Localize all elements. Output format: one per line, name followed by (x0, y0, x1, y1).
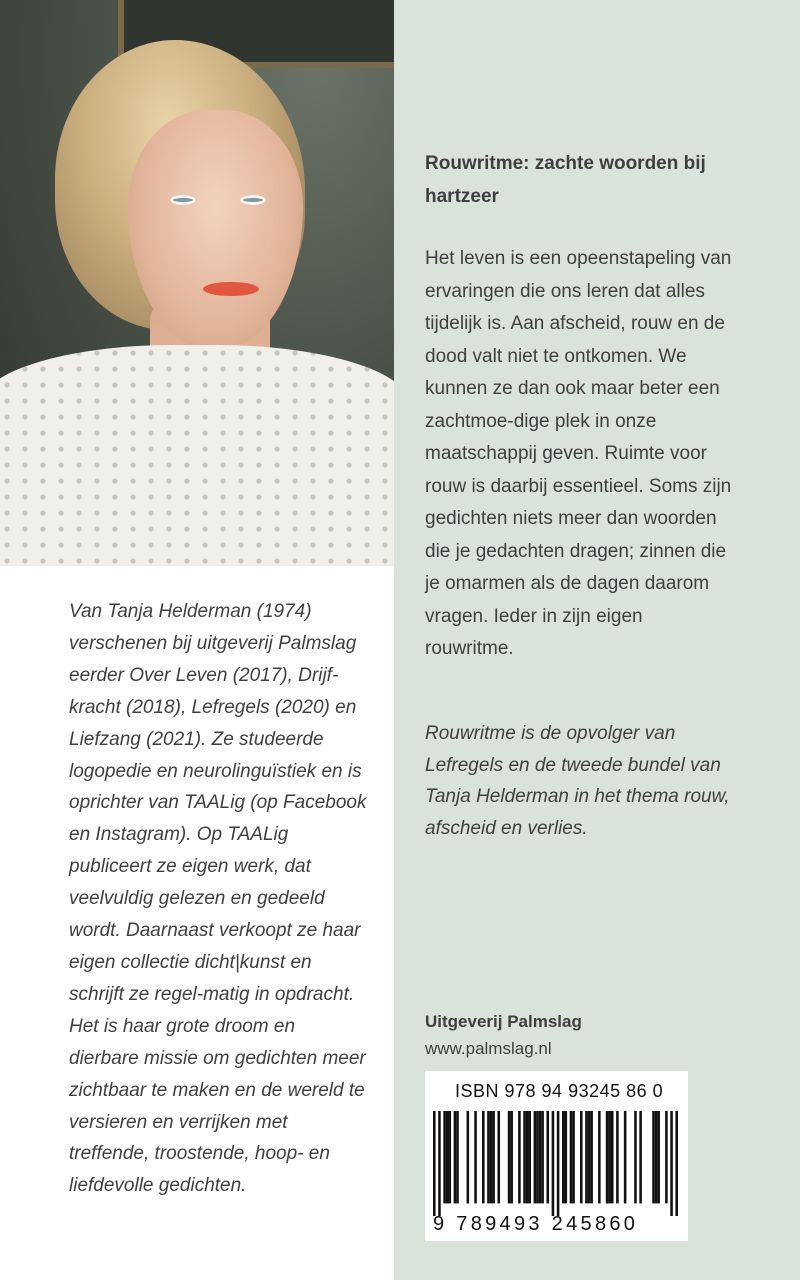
barcode-bar (433, 1111, 436, 1216)
barcode-bar (590, 1111, 593, 1203)
barcode-bar (552, 1111, 555, 1216)
lips (203, 282, 259, 296)
isbn-text: ISBN 978 94 93245 86 0 (455, 1081, 664, 1101)
barcode-bar (456, 1111, 459, 1203)
barcode-bar (652, 1111, 655, 1203)
book-title: Rouwritme: zachte woorden bij hartzeer (425, 153, 706, 207)
barcode-bar (446, 1111, 449, 1203)
barcode-bar (539, 1111, 542, 1203)
barcode-bar (528, 1111, 531, 1203)
barcode-bar (639, 1111, 642, 1203)
blurb-italic: Rouwritme is de opvolger van Lefregels en de tweede bundel van Tanja Helderman in het thema rouw, afscheid en verlies. (425, 723, 730, 839)
eyelet-shirt (0, 345, 394, 566)
barcode (425, 1071, 688, 1241)
barcode-bar (448, 1111, 451, 1203)
barcode-bar (608, 1111, 611, 1203)
barcode-bar (526, 1111, 529, 1203)
barcode-bar (523, 1111, 526, 1203)
barcode-digits: 9 789493 245860 (433, 1213, 639, 1235)
barcode-bar (655, 1111, 658, 1203)
barcode-bar (606, 1111, 609, 1203)
barcode-bar (588, 1111, 591, 1203)
barcode-bar (510, 1111, 513, 1203)
right-eye (240, 195, 266, 205)
author-bio: Van Tanja Helderman (1974) verschenen bij uitgeverij Palmslag eerder Over Leven (2017), Drijf-kracht (2018), Lefregels (2020) en Liefzang (2021). Ze studeerde logopedie en neurolinguïstiek en is oprichter van TAALig (op Facebook en Instagram). Op TAALig publiceert ze eigen werk, dat veelvuldig gelezen en gedeeld wordt. Daarnaast verkoopt ze haar eigen collectie dicht|kunst en schrijft ze regel-matig in opdracht. Het is haar grote droom en dierbare missie om gedichten meer zichtbaar te maken en de wereld te versieren en verrijken met treffende, troostende, hoop- en liefdevolle gedichten. (69, 601, 367, 1197)
barcode-bar (572, 1111, 575, 1203)
barcode-bar (562, 1111, 565, 1203)
barcode-bar (624, 1111, 627, 1203)
barcode-bar (443, 1111, 446, 1203)
barcode-bar (454, 1111, 457, 1203)
publisher-name: Uitgeverij Palmslag (425, 1012, 582, 1031)
barcode-bar (536, 1111, 539, 1203)
barcode-bar (541, 1111, 544, 1203)
barcode-bar (482, 1111, 485, 1203)
barcode-bar (634, 1111, 637, 1203)
barcode-bar (508, 1111, 511, 1203)
barcode-bar (487, 1111, 490, 1203)
barcode-bar (565, 1111, 568, 1203)
barcode-bar (546, 1111, 549, 1203)
publisher-website[interactable]: www.palmslag.nl (425, 1039, 552, 1058)
barcode-bars (433, 1111, 678, 1216)
barcode-bar (570, 1111, 573, 1203)
barcode-bar (497, 1111, 500, 1203)
barcode-bar (665, 1111, 668, 1203)
blurb: Het leven is een opeenstapeling van ervaringen die ons leren dat alles tijdelijk is. Aan afscheid, rouw en de dood valt niet te ontkomen. We kunnen ze dan ook maar beter een zachtmoe-dige plek in onze maatschappij geven. Ruimte voor rouw is daarbij essentieel. Soms zijn gedichten niets meer dan woorden die je gedachten dragen; zinnen die je omarmen als de dagen daarom vragen. Ieder in zijn eigen rouwritme. (425, 248, 732, 659)
barcode-bar (675, 1111, 678, 1216)
author-photo (0, 0, 394, 566)
barcode-bar (467, 1111, 470, 1203)
barcode-bar (474, 1111, 477, 1203)
barcode-bar (657, 1111, 660, 1203)
barcode-bar (611, 1111, 614, 1203)
barcode-bar (518, 1111, 521, 1203)
barcode-bar (490, 1111, 493, 1203)
barcode-bar (670, 1111, 673, 1216)
barcode-bar (598, 1111, 601, 1203)
barcode-bar (616, 1111, 619, 1203)
barcode-bar (534, 1111, 537, 1203)
barcode-bar (580, 1111, 583, 1203)
left-eye (170, 195, 196, 205)
barcode-bar (585, 1111, 588, 1203)
barcode-bar (492, 1111, 495, 1203)
barcode-bar (557, 1111, 560, 1216)
barcode-bar (438, 1111, 441, 1216)
